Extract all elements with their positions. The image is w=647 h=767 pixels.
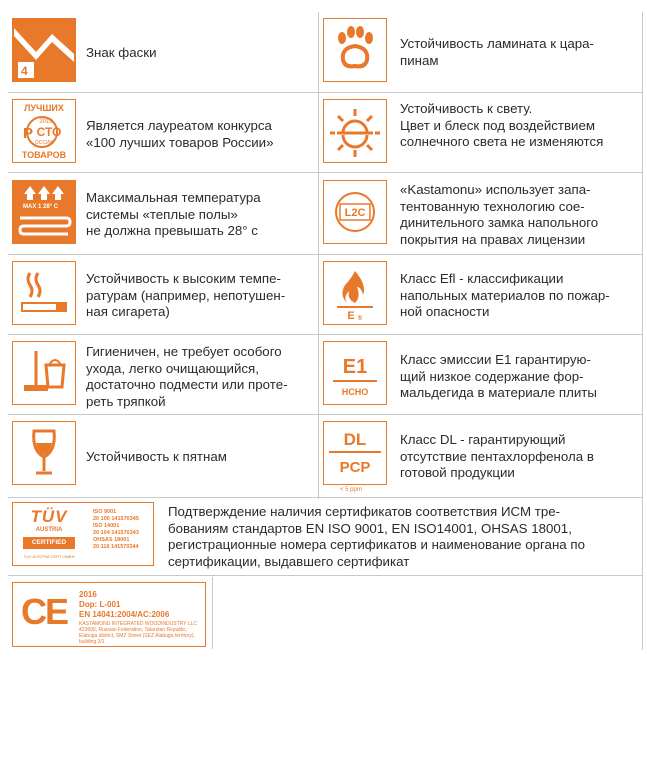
- tuv-logo: [17, 507, 81, 561]
- row-divider-3: [8, 254, 642, 255]
- award-bottom-label: ТОВАРОВ: [21, 150, 67, 160]
- tuv-description: Подтверждение наличия сертификатов соответствия ИСМ тре- бованиям стандартов EN ISO 9001, EN ISO14001, OHSAS 18001, регистрационные номера сертификатов и наименование органа по сертификации, выдавшего сертификат: [168, 504, 585, 569]
- feature-text: Класс эмиссии E1 гарантирую- щий низкое содержание фор- мальдегида в материале плиты: [400, 352, 597, 400]
- award-letter: Р: [23, 125, 34, 142]
- award-top-label: ЛУЧШИХ: [24, 103, 64, 113]
- award-sto: СТО: [36, 125, 62, 139]
- mop-bucket-icon: [12, 341, 76, 405]
- tuv-country: AUSTRIA: [35, 527, 63, 533]
- column-divider: [318, 12, 319, 499]
- floor-heating-max: MAX 1 28° C: [23, 204, 59, 210]
- ce-year: 2016: [79, 590, 97, 599]
- fire-class-icon: [323, 261, 387, 325]
- pcp-label: PCP: [339, 459, 371, 476]
- chamfer-icon: [12, 18, 76, 82]
- ce-mark-icon: CE: [21, 591, 68, 632]
- feature-text: Максимальная температура системы «теплые полы» не должна превышать 28° с: [86, 190, 261, 238]
- ce-company: KASTAMONU INTEGRATED WOODINDUSTRY LLC 423600, Russian Federation, Tatarstan Republic, Elabuga district, SMZ Street (SEZ Alabuga territory), building 3/1: [79, 621, 197, 645]
- feature-text: Гигиеничен, не требует особого ухода, легко очищающийся, достаточно подмести или протe- реть тряпкой: [86, 344, 288, 409]
- feature-text: Устойчивость к свету. Цвет и блеск под воздействием солнечного света не изменяются: [400, 101, 604, 149]
- ce-declaration-badge: [12, 582, 206, 647]
- right-edge: [642, 12, 643, 650]
- ce-dop: Dop: L-001: [79, 600, 121, 609]
- chamfer-badge: 4: [21, 64, 28, 78]
- wine-glass-icon: [12, 421, 76, 485]
- paw-icon: [323, 18, 387, 82]
- feature-text: Знак фаски: [86, 45, 157, 60]
- efl-label: E: [347, 310, 355, 321]
- row-divider-2: [8, 172, 642, 173]
- tuv-cert-list: ISO 9001 20 100 141570345 ISO 14001 20 104 141570343 OHSAS 18001 20 116 141570344: [93, 509, 139, 550]
- feature-text: Класс Efl - классификации напольных материалов по пожар- ной опасности: [400, 271, 610, 319]
- l2c-icon: [323, 180, 387, 244]
- award-100-best-icon: [12, 99, 76, 163]
- row-divider-1: [8, 92, 642, 93]
- tuv-certificate-badge: [12, 502, 154, 566]
- sun-icon: [323, 99, 387, 163]
- cigarette-icon: [12, 261, 76, 325]
- e1-hcho-icon: [323, 341, 387, 405]
- tuv-certified: CERTIFIED: [23, 537, 75, 549]
- e1-label: E1: [342, 356, 368, 378]
- award-year-label: 2019: [39, 119, 53, 125]
- row-divider-4: [8, 334, 642, 335]
- row-divider-5: [8, 414, 642, 415]
- feature-text: Устойчивость к пятнам: [86, 449, 227, 464]
- ce-standard: EN 14041:2004/AC:2006: [79, 610, 170, 619]
- floor-heating-icon: [12, 180, 76, 244]
- feature-text: Устойчивость ламината к цара- пинам: [400, 36, 594, 68]
- ppm-label: < 5 ppm: [340, 487, 362, 493]
- feature-text: Устойчивость к высоким темпе- ратурам (например, непотушен- ная сигарета): [86, 271, 286, 319]
- ce-divider: [212, 577, 213, 649]
- feature-text: Класс DL - гарантирующий отсутствие пентахлорфенола в готовой продукции: [400, 432, 594, 480]
- hcho-label: HCHO: [341, 387, 369, 397]
- tuv-brand: TÜV: [30, 507, 68, 526]
- feature-text: Является лауреатом конкурса «100 лучших товаров России»: [86, 118, 274, 150]
- l2c-label: L2C: [344, 207, 366, 219]
- efl-sub: fl: [358, 316, 362, 321]
- dl-label: DL: [343, 430, 367, 449]
- row-divider-6: [8, 497, 642, 498]
- row-divider-7: [8, 575, 642, 576]
- tuv-footer: TUV AUSTRIA CERT GMBH: [23, 554, 75, 559]
- feature-text: «Kastamonu» использует запа- тентованную технологию сое- динительного замка напольного покрытия на правах лицензии: [400, 182, 599, 247]
- dl-pcp-icon: [323, 421, 387, 485]
- award-sub: ОССИИ: [34, 140, 54, 146]
